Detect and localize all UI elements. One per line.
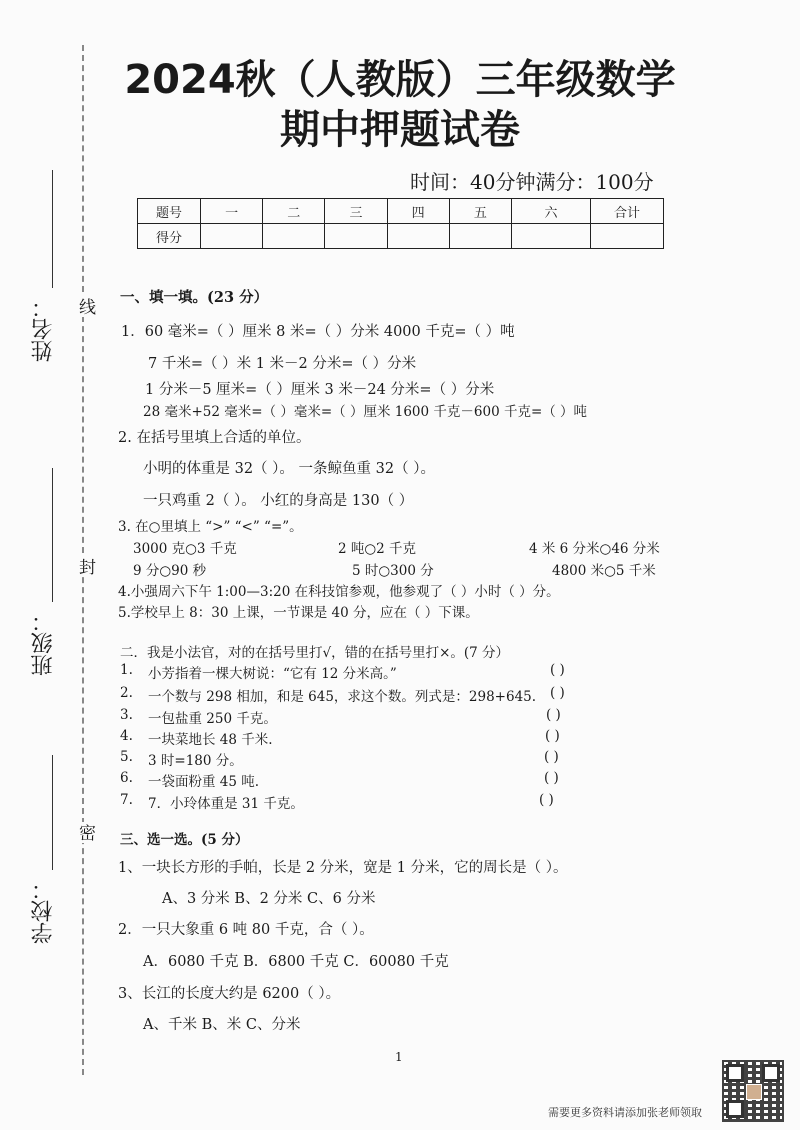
score-cell: 二 xyxy=(263,199,325,224)
school-label: 学校： xyxy=(31,878,56,944)
q2-stem: 2. 在括号里填上合适的单位。 xyxy=(118,430,311,446)
score-value-row xyxy=(138,224,664,249)
judge-num: 6. xyxy=(120,770,133,786)
fold-mark-seal: 封 xyxy=(73,556,98,577)
judge-answer-paren[interactable]: ( ) xyxy=(546,707,561,723)
score-header-row xyxy=(138,199,664,224)
judge-num: 5. xyxy=(120,749,133,765)
score-cell: 合计 xyxy=(591,199,664,224)
judge-answer-paren[interactable]: ( ) xyxy=(545,728,560,744)
score-input-cell[interactable] xyxy=(201,224,263,249)
section1-heading: 一、填一填。(23 分） xyxy=(120,289,269,306)
judge-num: 1. xyxy=(120,662,133,678)
qr-center-avatar xyxy=(746,1084,762,1100)
time-info: 时间：40分钟满分：100分 xyxy=(410,170,654,194)
judge-answer-paren[interactable]: ( ) xyxy=(539,792,554,808)
q3-item: 4 米 6 分米○46 分米 xyxy=(529,541,660,557)
qr-finder xyxy=(762,1064,780,1082)
judge-text: 7．小玲体重是 31 千克。 xyxy=(148,796,304,812)
judge-answer-paren[interactable]: ( ) xyxy=(550,685,565,701)
score-cell: 得分 xyxy=(138,224,201,249)
qr-code-icon[interactable] xyxy=(722,1060,784,1122)
q1-line3: 1 分米－5 厘米=（ ）厘米 3 米－24 分米=（ ）分米 xyxy=(145,382,495,398)
name-blank xyxy=(52,170,53,288)
choice-q3-options[interactable]: A、千米 B、米 C、分米 xyxy=(143,1017,301,1033)
fold-mark-line: 线 xyxy=(73,296,98,317)
name-label: 姓名： xyxy=(31,296,56,362)
page-number: 1 xyxy=(395,1050,403,1064)
q3-stem: 3. 在○里填上 “>” “<” “=”。 xyxy=(118,519,303,535)
judge-text: 一块菜地长 48 千米. xyxy=(148,732,273,748)
score-cell: 一 xyxy=(201,199,263,224)
qr-finder xyxy=(726,1100,744,1118)
judge-text: 一个数与 298 相加，和是 645，求这个数。列式是：298+645. xyxy=(148,689,537,705)
q5: 5.学校早上 8：30 上课，一节课是 40 分，应在（ ）下课。 xyxy=(118,605,479,621)
section2-heading: 二．我是小法官，对的在括号里打√，错的在括号里打×。(7 分） xyxy=(120,645,510,661)
score-input-cell[interactable] xyxy=(387,224,449,249)
score-input-cell[interactable] xyxy=(325,224,387,249)
choice-q1-stem: 1、一块长方形的手帕，长是 2 分米，宽是 1 分米，它的周长是（ ）。 xyxy=(118,860,568,876)
judge-text: 3 时=180 分。 xyxy=(148,753,243,769)
judge-text: 一袋面粉重 45 吨. xyxy=(148,774,260,790)
choice-q2-options[interactable]: A．6080 千克 B．6800 千克 C．60080 千克 xyxy=(143,954,449,970)
q3-item: 5 时○300 分 xyxy=(352,563,434,579)
choice-q2-stem: 2．一只大象重 6 吨 80 千克，合（ ）。 xyxy=(118,922,374,938)
title-line-2: 期中押题试卷 xyxy=(280,107,520,153)
q1-line4: 28 毫米+52 毫米=（ ）毫米=（ ）厘米 1600 千克－600 千克=（ ）吨 xyxy=(143,404,588,420)
choice-q3-stem: 3、长江的长度大约是 6200（ ）。 xyxy=(118,986,341,1002)
score-cell: 五 xyxy=(449,199,511,224)
score-input-cell[interactable] xyxy=(512,224,591,249)
q2-line2: 一只鸡重 2（ ）。 小红的身高是 130（ ） xyxy=(143,493,414,509)
judge-num: 3. xyxy=(120,707,133,723)
q1-line2: 7 千米=（ ）米 1 米－2 分米=（ ）分米 xyxy=(148,356,417,372)
promo-text: 需要更多资料请添加张老师领取 xyxy=(548,1106,702,1119)
q3-item: 3000 克○3 千克 xyxy=(133,541,237,557)
q3-item: 9 分○90 秒 xyxy=(133,563,207,579)
qr-finder xyxy=(726,1064,744,1082)
judge-text: 小芳指着一棵大树说：“它有 12 分米高。” xyxy=(148,666,397,682)
score-cell: 四 xyxy=(387,199,449,224)
q2-line1: 小明的体重是 32（ ）。 一条鲸鱼重 32（ ）。 xyxy=(143,461,435,477)
score-table xyxy=(137,198,664,249)
title-line-1: 2024秋（人教版）三年级数学 xyxy=(124,57,676,103)
judge-num: 4. xyxy=(120,728,133,744)
score-input-cell[interactable] xyxy=(591,224,664,249)
score-input-cell[interactable] xyxy=(449,224,511,249)
choice-q1-options[interactable]: A、3 分米 B、2 分米 C、6 分米 xyxy=(162,891,376,907)
judge-text: 一包盐重 250 千克。 xyxy=(148,711,277,727)
q3-item: 2 吨○2 千克 xyxy=(338,541,417,557)
judge-answer-paren[interactable]: ( ) xyxy=(550,662,565,678)
score-cell: 三 xyxy=(325,199,387,224)
school-blank xyxy=(52,755,53,870)
section3-heading: 三、选一选。(5 分） xyxy=(120,832,249,848)
class-blank xyxy=(52,468,53,602)
judge-answer-paren[interactable]: ( ) xyxy=(544,770,559,786)
q3-item: 4800 米○5 千米 xyxy=(552,563,656,579)
judge-answer-paren[interactable]: ( ) xyxy=(544,749,559,765)
score-cell: 六 xyxy=(512,199,591,224)
score-input-cell[interactable] xyxy=(263,224,325,249)
q1-line1: 1．60 毫米=（ ）厘米 8 米=（ ）分米 4000 千克=（ ）吨 xyxy=(121,324,515,340)
judge-num: 2. xyxy=(120,685,133,701)
score-cell: 题号 xyxy=(138,199,201,224)
judge-num: 7. xyxy=(120,792,133,808)
q4: 4.小强周六下午 1:00—3:20 在科技馆参观，他参观了（ ）小时（ ）分。 xyxy=(118,584,560,600)
fold-mark-secret: 密 xyxy=(73,822,98,843)
class-label: 班级： xyxy=(31,610,56,676)
